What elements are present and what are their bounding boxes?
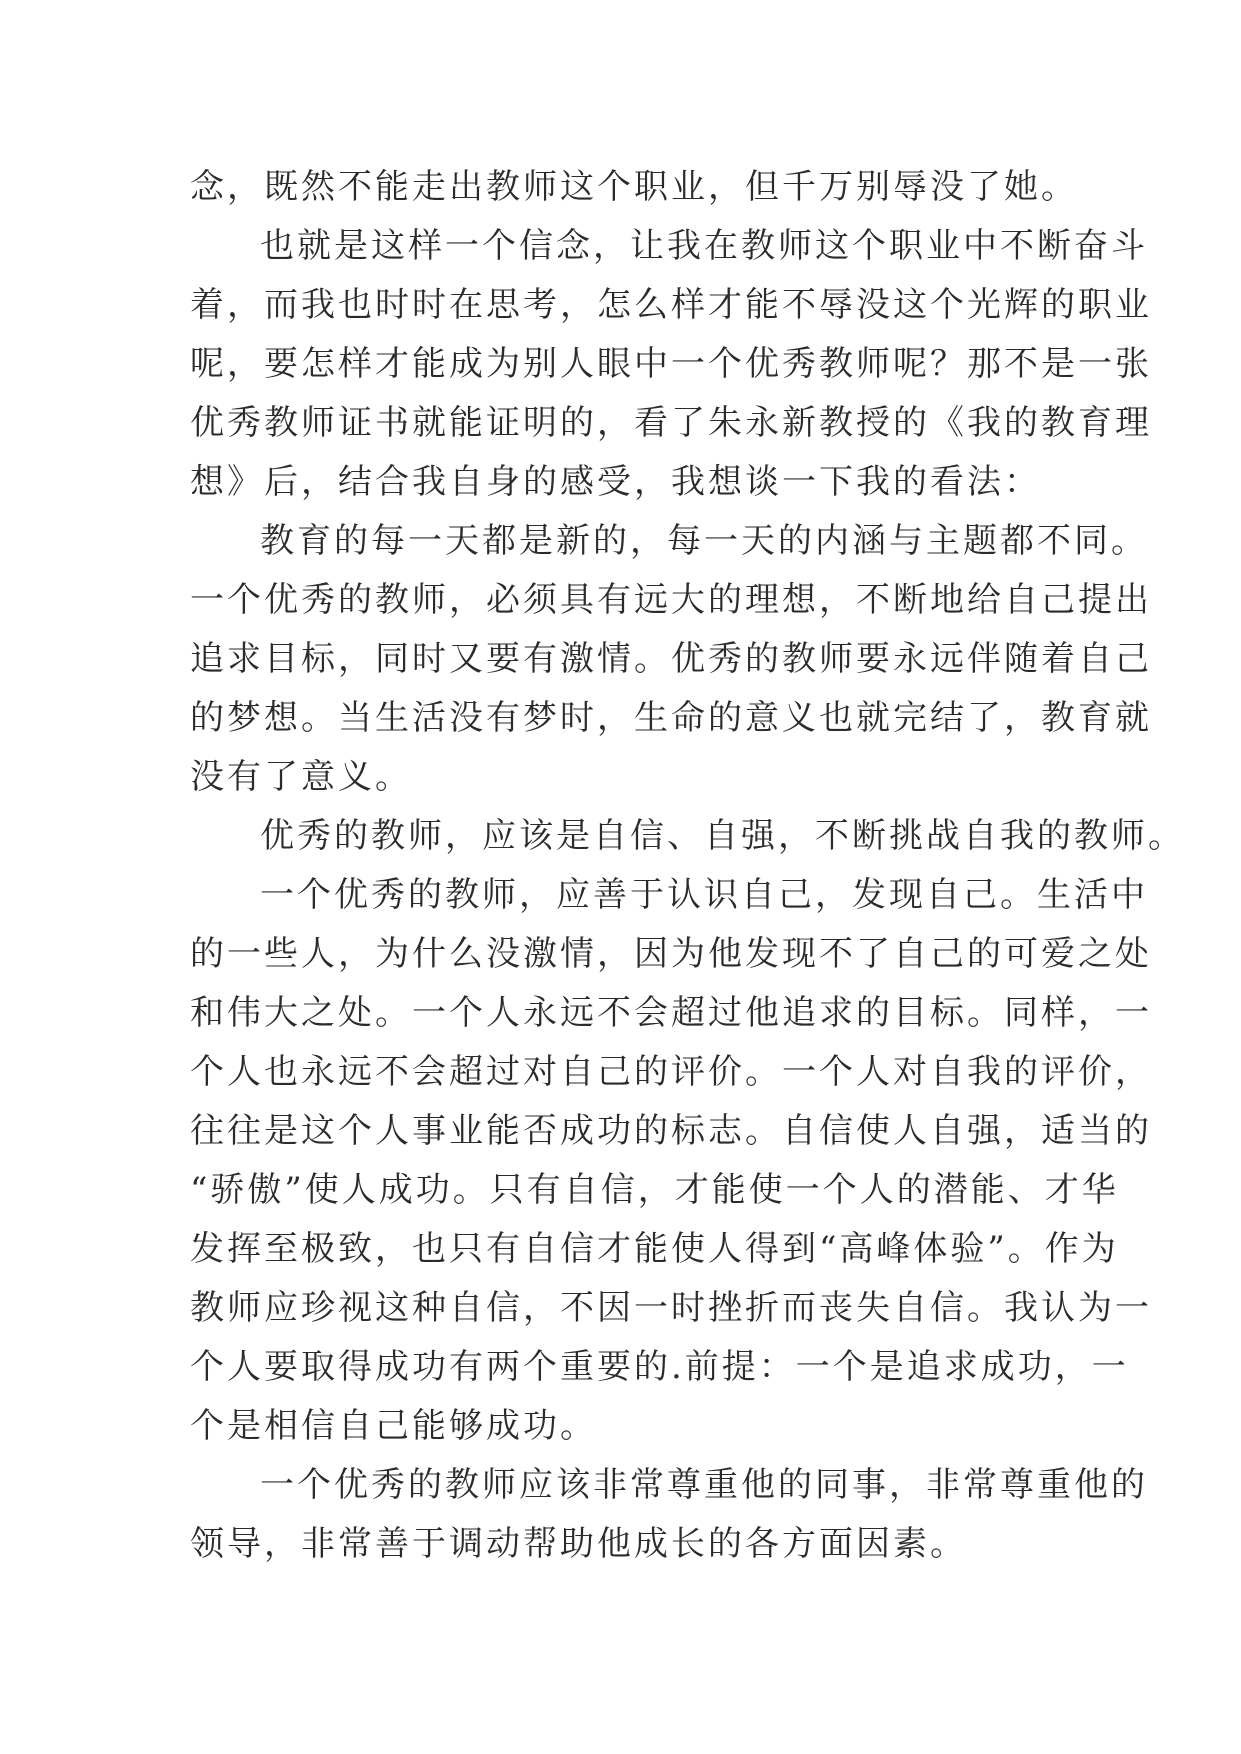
text-line: 个是相信自己能够成功。 [190, 1406, 597, 1446]
text-line: 一个优秀的教师，应善于认识自己，发现自己。生活中 [260, 875, 1148, 915]
text-line: 领导，非常善于调动帮助他成长的各方面因素。 [190, 1524, 967, 1564]
text-line: 个人要取得成功有两个重要的.前提：一个是追求成功，一 [190, 1347, 1129, 1387]
text-line: 个人也永远不会超过对自己的评价。一个人对自我的评价， [190, 1052, 1152, 1092]
text-line: 想》后，结合我自身的感受，我想谈一下我的看法： [190, 462, 1041, 502]
text-line: 和伟大之处。一个人永远不会超过他追求的目标。同样，一 [190, 993, 1152, 1033]
text-line: 教师应珍视这种自信，不因一时挫折而丧失自信。我认为一 [190, 1288, 1152, 1328]
text-line: “骄傲”使人成功。只有自信，才能使一个人的潜能、才华 [190, 1170, 1119, 1210]
text-line: 着，而我也时时在思考，怎么样才能不辱没这个光辉的职业 [190, 285, 1152, 325]
text-line: 呢，要怎样才能成为别人眼中一个优秀教师呢？那不是一张 [190, 344, 1152, 384]
text-line: 念，既然不能走出教师这个职业，但千万别辱没了她。 [190, 167, 1078, 207]
text-line: 追求目标，同时又要有激情。优秀的教师要永远伴随着自己 [190, 639, 1152, 679]
text-line: 优秀的教师，应该是自信、自强，不断挑战自我的教师。 [260, 816, 1185, 856]
text-line: 优秀教师证书就能证明的，看了朱永新教授的《我的教育理 [190, 403, 1152, 443]
text-line: 教育的每一天都是新的，每一天的内涵与主题都不同。 [260, 521, 1148, 561]
text-line: 的梦想。当生活没有梦时，生命的意义也就完结了，教育就 [190, 698, 1152, 738]
text-line: 的一些人，为什么没激情，因为他发现不了自己的可爱之处 [190, 934, 1152, 974]
text-line: 往往是这个人事业能否成功的标志。自信使人自强，适当的 [190, 1111, 1152, 1151]
document-body [190, 158, 1185, 1574]
text-line: 一个优秀的教师，必须具有远大的理想，不断地给自己提出 [190, 580, 1152, 620]
text-line: 也就是这样一个信念，让我在教师这个职业中不断奋斗 [260, 226, 1148, 266]
text-line: 发挥至极致，也只有自信才能使人得到“高峰体验”。作为 [190, 1229, 1119, 1269]
text-line: 没有了意义。 [190, 757, 412, 797]
text-line: 一个优秀的教师应该非常尊重他的同事，非常尊重他的 [260, 1465, 1148, 1505]
